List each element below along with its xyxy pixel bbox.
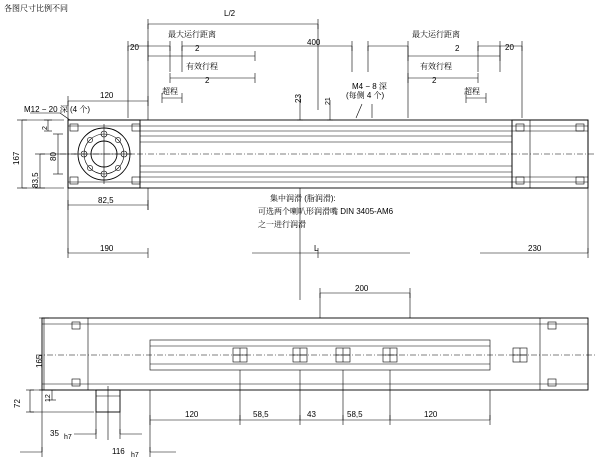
- dim-20-right: 20: [505, 43, 514, 52]
- dim-120-bottom-right: 120: [424, 410, 438, 419]
- dim-2-left: 2: [195, 44, 200, 53]
- label-max-travel-right: 最大运行距离: [412, 30, 460, 39]
- dim-120-bottom-left: 120: [185, 410, 199, 419]
- dim-200: 200: [355, 284, 369, 293]
- label-overrun-left: 超程: [162, 87, 178, 96]
- label-overrun-right: 超程: [464, 87, 480, 96]
- scale-note: 各图尺寸比例不同: [4, 4, 68, 13]
- dim-400: 400: [307, 38, 321, 47]
- dim-21: 21: [325, 97, 332, 105]
- dim-23: 23: [294, 94, 303, 103]
- dim-2-vert: 2: [42, 126, 49, 130]
- label-thread-m12: M12 − 20 深 (4 个): [24, 105, 91, 114]
- dim-165: 165: [35, 354, 44, 368]
- dim-230: 230: [528, 244, 542, 253]
- label-effective-travel-right: 有效行程: [420, 62, 452, 71]
- dim-80: 80: [49, 152, 58, 161]
- dim-83-5: 83,5: [31, 172, 40, 188]
- label-thread-m4-line1: M4 − 8 深: [352, 82, 387, 91]
- dim-167: 167: [12, 151, 21, 165]
- dim-35-h7: 35: [50, 429, 59, 438]
- dim-l: L: [314, 244, 319, 253]
- lube-note-3: 之一进行润滑: [258, 220, 306, 229]
- dim-72: 72: [13, 399, 22, 408]
- dim-half-l: L/2: [224, 9, 236, 18]
- dim-43: 43: [307, 410, 316, 419]
- label-thread-m4-line2: (每侧 4 个): [346, 91, 385, 100]
- dim-58-5-right: 58,5: [347, 410, 363, 419]
- dim-190: 190: [100, 244, 114, 253]
- label-effective-travel-left: 有效行程: [186, 62, 218, 71]
- label-max-travel-left: 最大运行距离: [168, 30, 216, 39]
- dim-82-5: 82,5: [98, 196, 114, 205]
- lube-note-2: 可选两个喇叭形润滑嘴 DIN 3405-AM6: [258, 207, 394, 216]
- dim-35-h7-tol: h7: [64, 434, 72, 441]
- dim-2-left-2: 2: [205, 76, 210, 85]
- dim-12: 12: [45, 394, 52, 402]
- dim-116-h7: 116: [112, 447, 125, 456]
- dim-116-h7-tol: h7: [131, 452, 139, 459]
- dim-2-right: 2: [455, 44, 460, 53]
- dim-120-top: 120: [100, 91, 114, 100]
- dim-58-5-left: 58,5: [253, 410, 269, 419]
- dim-2-right-2: 2: [432, 76, 437, 85]
- lube-note-1: 集中润滑 (脂润滑):: [270, 194, 336, 203]
- dim-20-left: 20: [130, 43, 139, 52]
